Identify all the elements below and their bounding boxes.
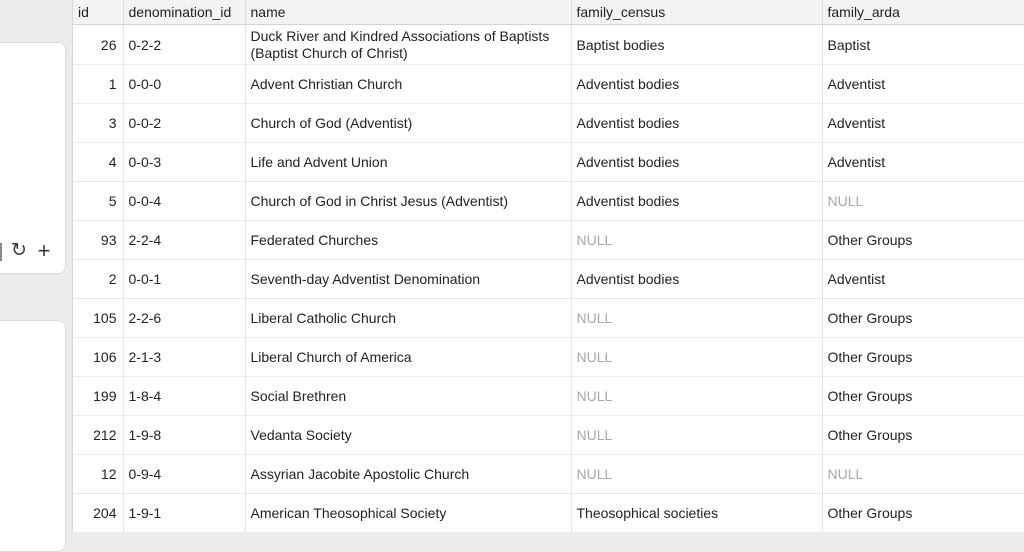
- cell-id[interactable]: 204: [73, 494, 123, 533]
- cell-family-arda[interactable]: Other Groups: [822, 338, 1024, 377]
- cell-denomination-id[interactable]: 0-0-4: [123, 182, 245, 221]
- cell-denomination-id[interactable]: 1-9-8: [123, 416, 245, 455]
- cell-name[interactable]: Liberal Catholic Church: [245, 299, 571, 338]
- cell-family-arda[interactable]: Adventist: [822, 260, 1024, 299]
- table-row[interactable]: [73, 299, 1024, 338]
- cell-denomination-id[interactable]: 0-9-4: [123, 455, 245, 494]
- cell-id[interactable]: 4: [73, 143, 123, 182]
- cell-family-census[interactable]: Adventist bodies: [571, 260, 822, 299]
- cell-family-arda[interactable]: NULL: [822, 455, 1024, 494]
- table-row[interactable]: [73, 455, 1024, 494]
- column-header-denomination-id[interactable]: denomination_id: [123, 0, 245, 25]
- cell-family-arda[interactable]: Other Groups: [822, 377, 1024, 416]
- cell-family-arda[interactable]: Adventist: [822, 143, 1024, 182]
- cell-id[interactable]: 93: [73, 221, 123, 260]
- cell-name[interactable]: Duck River and Kindred Associations of Baptists (Baptist Church of Christ): [245, 25, 571, 65]
- cell-family-census[interactable]: NULL: [571, 377, 822, 416]
- cell-family-census[interactable]: Theosophical societies: [571, 494, 822, 533]
- cell-family-census[interactable]: Adventist bodies: [571, 143, 822, 182]
- cell-family-census[interactable]: NULL: [571, 221, 822, 260]
- cell-name[interactable]: Advent Christian Church: [245, 65, 571, 104]
- cell-name[interactable]: Assyrian Jacobite Apostolic Church: [245, 455, 571, 494]
- table-header-row: [73, 0, 1024, 25]
- cell-id[interactable]: 1: [73, 65, 123, 104]
- cell-name[interactable]: Vedanta Society: [245, 416, 571, 455]
- cell-denomination-id[interactable]: 2-2-4: [123, 221, 245, 260]
- cell-denomination-id[interactable]: 1-9-1: [123, 494, 245, 533]
- table-row[interactable]: [73, 494, 1024, 533]
- cell-id[interactable]: 2: [73, 260, 123, 299]
- table-row[interactable]: [73, 104, 1024, 143]
- cell-family-census[interactable]: Adventist bodies: [571, 182, 822, 221]
- left-sidebar: [0, 0, 72, 532]
- cell-family-census[interactable]: NULL: [571, 299, 822, 338]
- column-header-name[interactable]: name: [245, 0, 571, 25]
- refresh-icon[interactable]: ↻: [11, 240, 27, 261]
- table-row[interactable]: [73, 182, 1024, 221]
- cell-denomination-id[interactable]: 0-2-2: [123, 25, 245, 65]
- cell-name[interactable]: Federated Churches: [245, 221, 571, 260]
- cell-name[interactable]: Social Brethren: [245, 377, 571, 416]
- cell-denomination-id[interactable]: 1-8-4: [123, 377, 245, 416]
- cell-family-arda[interactable]: Baptist: [822, 25, 1024, 65]
- cell-id[interactable]: 5: [73, 182, 123, 221]
- results-grid[interactable]: [72, 0, 1024, 532]
- table-body: [73, 25, 1024, 533]
- cell-id[interactable]: 199: [73, 377, 123, 416]
- cell-family-arda[interactable]: Adventist: [822, 65, 1024, 104]
- cell-name[interactable]: Life and Advent Union: [245, 143, 571, 182]
- cell-family-arda[interactable]: NULL: [822, 182, 1024, 221]
- cell-family-census[interactable]: NULL: [571, 455, 822, 494]
- cell-name[interactable]: Church of God (Adventist): [245, 104, 571, 143]
- cell-family-arda[interactable]: Adventist: [822, 104, 1024, 143]
- cell-family-census[interactable]: NULL: [571, 416, 822, 455]
- table-row[interactable]: [73, 65, 1024, 104]
- toolbar-separator: [0, 243, 2, 261]
- cell-id[interactable]: 212: [73, 416, 123, 455]
- cell-family-census[interactable]: Adventist bodies: [571, 65, 822, 104]
- cell-id[interactable]: 3: [73, 104, 123, 143]
- cell-family-census[interactable]: Baptist bodies: [571, 25, 822, 65]
- cell-denomination-id[interactable]: 0-0-0: [123, 65, 245, 104]
- column-header-family-census[interactable]: family_census: [571, 0, 822, 25]
- column-header-family-arda[interactable]: family_arda: [822, 0, 1024, 25]
- results-table: [73, 0, 1024, 532]
- cell-denomination-id[interactable]: 0-0-3: [123, 143, 245, 182]
- sidebar-panel-bottom: [0, 320, 66, 552]
- plus-icon[interactable]: +: [37, 238, 51, 263]
- cell-family-census[interactable]: NULL: [571, 338, 822, 377]
- cell-name[interactable]: Church of God in Christ Jesus (Adventist): [245, 182, 571, 221]
- cell-name[interactable]: Liberal Church of America: [245, 338, 571, 377]
- cell-id[interactable]: 26: [73, 25, 123, 65]
- cell-id[interactable]: 106: [73, 338, 123, 377]
- cell-id[interactable]: 12: [73, 455, 123, 494]
- table-row[interactable]: [73, 260, 1024, 299]
- cell-id[interactable]: 105: [73, 299, 123, 338]
- cell-family-arda[interactable]: Other Groups: [822, 299, 1024, 338]
- table-row[interactable]: [73, 25, 1024, 65]
- cell-denomination-id[interactable]: 0-0-1: [123, 260, 245, 299]
- column-header-id[interactable]: id: [73, 0, 123, 25]
- table-row[interactable]: [73, 143, 1024, 182]
- table-row[interactable]: [73, 221, 1024, 260]
- table-row[interactable]: [73, 416, 1024, 455]
- cell-denomination-id[interactable]: 0-0-2: [123, 104, 245, 143]
- cell-family-arda[interactable]: Other Groups: [822, 416, 1024, 455]
- table-row[interactable]: [73, 338, 1024, 377]
- cell-denomination-id[interactable]: 2-2-6: [123, 299, 245, 338]
- cell-family-census[interactable]: Adventist bodies: [571, 104, 822, 143]
- cell-family-arda[interactable]: Other Groups: [822, 494, 1024, 533]
- table-row[interactable]: [73, 377, 1024, 416]
- cell-name[interactable]: American Theosophical Society: [245, 494, 571, 533]
- cell-denomination-id[interactable]: 2-1-3: [123, 338, 245, 377]
- cell-name[interactable]: Seventh-day Adventist Denomination: [245, 260, 571, 299]
- cell-family-arda[interactable]: Other Groups: [822, 221, 1024, 260]
